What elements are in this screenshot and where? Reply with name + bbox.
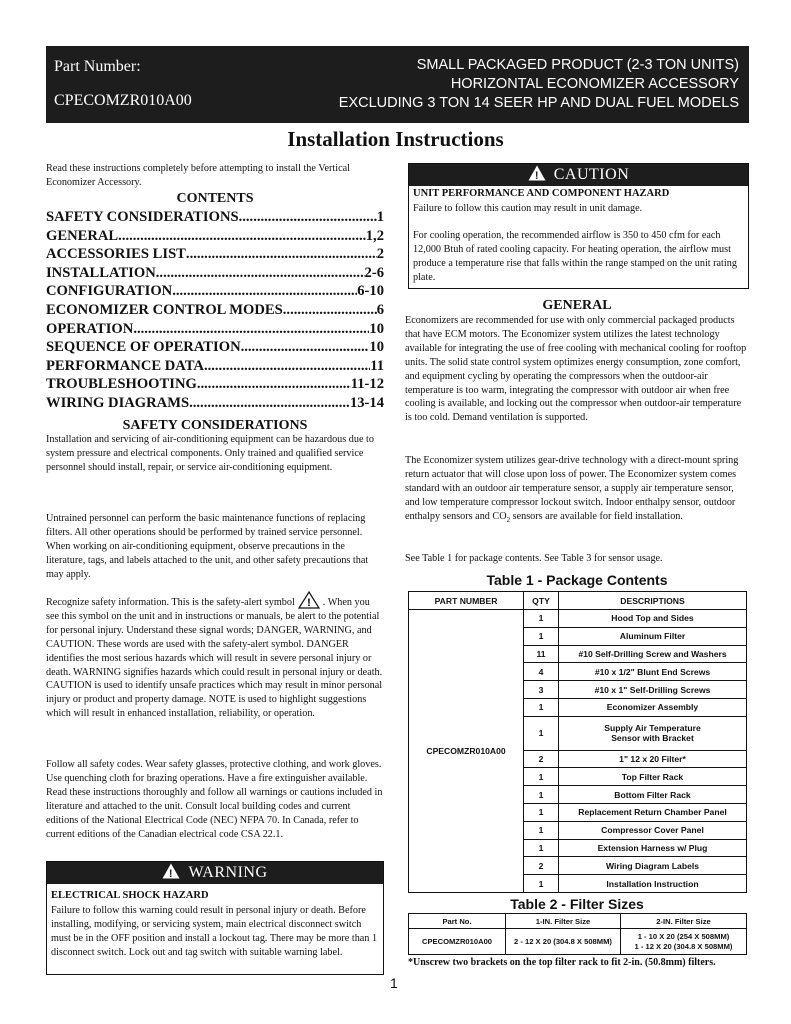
qty-cell: 1	[524, 768, 559, 786]
general-paragraph-2-start: The Economizer system utilizes gear-drive technology with a direct-mount spring return actuator that will close upon loss of power. The Economizer system comes standard with an outdoor air temperature sensor, a supply air temperature sensor, and low temperature compressor lockout switch. Indoor enthalpy sensor, outdoor enthalpy sensors and CO	[405, 455, 739, 522]
toc-leader-dots	[283, 301, 377, 320]
part-number-label: Part Number:	[54, 58, 141, 75]
table-row	[409, 929, 747, 955]
toc-item-page: 10	[369, 339, 384, 356]
safety-paragraph-4: Follow all safety codes. Wear safety glasses, protective clothing, and work gloves. Use quenching cloth for brazing operations. Have a fire extinguisher available. Read these instructions thoroughly and follow all warnings or cautions included in literature and attached to the unit. Consult local building codes and current editions of the National Electrical Code (NEC) NFPA 70. In Canada, refer to current editions of the Canadian electrical code CSA 22.1.	[46, 759, 383, 840]
toc-item-page: 1	[376, 209, 384, 225]
toc-item-page: 2	[376, 246, 384, 263]
toc-item-page: 11-12	[350, 376, 384, 393]
table-header-row	[409, 592, 747, 610]
qty-cell: 1	[524, 875, 559, 893]
product-line-2: HORIZONTAL ECONOMIZER ACCESSORY	[450, 76, 739, 92]
caution-paragraph-1: Failure to follow this caution may result in unit damage.	[413, 203, 643, 214]
table-of-contents	[46, 208, 384, 413]
description-cell: Top Filter Rack	[559, 768, 747, 786]
description-cell: #10 x 1" Self-Drilling Screws	[559, 681, 747, 699]
contents-heading: CONTENTS	[176, 191, 254, 206]
toc-item	[46, 375, 384, 394]
qty-cell: 4	[524, 663, 559, 681]
toc-item	[46, 338, 384, 357]
qty-cell: 1	[524, 610, 559, 628]
qty-cell: 1	[524, 803, 559, 821]
toc-item-title: GENERAL	[46, 227, 119, 244]
caution-paragraph-2: For cooling operation, the recommended airflow is 350 to 450 cfm for each 12,000 Btuh of rated cooling capacity. For heating operation, the airflow must produce a temperature rise that falls within the range stamped on the unit rating plate.	[413, 230, 737, 283]
qty-cell: 1	[524, 716, 559, 750]
general-paragraph-2-end: sensors are available for field installation.	[510, 510, 683, 522]
part-number-value: CPECOMZR010A00	[54, 92, 192, 109]
safety-alert-icon	[298, 591, 320, 609]
toc-item-title: WIRING DIAGRAMS	[46, 394, 190, 411]
toc-leader-dots	[186, 245, 377, 264]
filter-sizes-table	[408, 913, 747, 955]
filter-1in-cell: 2 - 12 X 20 (304.8 X 508MM)	[506, 929, 621, 955]
toc-item-page: 10	[369, 320, 384, 337]
package-contents-table	[408, 591, 747, 893]
toc-item-page: 13-14	[349, 394, 384, 411]
toc-leader-dots	[133, 320, 369, 339]
safety-paragraph-3-start: Recognize safety information. This is the safety-alert symbol	[46, 597, 295, 608]
description-cell: Wiring Diagram Labels	[559, 857, 747, 875]
toc-item-title: TROUBLESHOOTING	[46, 376, 197, 393]
description-cell: Replacement Return Chamber Panel	[559, 803, 747, 821]
description-cell: Bottom Filter Rack	[559, 786, 747, 804]
header-1in-filter: 1-IN. Filter Size	[506, 914, 621, 929]
table-1-title: Table 1 - Package Contents	[486, 572, 668, 588]
header-descriptions: DESCRIPTIONS	[559, 592, 747, 610]
description-cell: #10 Self-Drilling Screw and Washers	[559, 645, 747, 663]
filter-2in-line-2: 1 - 12 X 20 (304.8 X 508MM)	[634, 941, 733, 951]
safety-paragraph-1: Installation and servicing of air-conditioning equipment can be hazardous due to system pressure and electrical components. Only trained and qualified service personnel should install, repair, or service air-conditioning equipment.	[46, 434, 374, 473]
header-qty: QTY	[524, 592, 559, 610]
general-paragraph-2	[405, 454, 749, 528]
filter-2in-line-1: 1 - 10 X 20 (254 X 508MM)	[637, 932, 730, 941]
table-row	[409, 610, 747, 628]
toc-item-title: SAFETY CONSIDERATIONS	[46, 209, 239, 225]
caution-label: CAUTION	[553, 166, 630, 183]
toc-item	[46, 301, 384, 320]
toc-item-page: 2-6	[364, 264, 384, 281]
table-header-row	[409, 914, 747, 929]
toc-leader-dots	[241, 338, 370, 357]
toc-item-title: PERFORMANCE DATA	[46, 357, 204, 374]
toc-item	[46, 245, 384, 264]
warning-box	[46, 861, 384, 975]
toc-item	[46, 227, 384, 246]
toc-item-page: 11	[370, 357, 384, 374]
safety-heading: SAFETY CONSIDERATIONS	[122, 418, 308, 433]
qty-cell: 11	[524, 645, 559, 663]
qty-cell: 1	[524, 698, 559, 716]
toc-item-title: SEQUENCE OF OPERATION	[46, 339, 241, 356]
toc-leader-dots	[204, 357, 370, 376]
toc-leader-dots	[156, 264, 365, 283]
qty-cell: 1	[524, 821, 559, 839]
qty-cell: 3	[524, 681, 559, 699]
part-number-cell: CPECOMZR010A00	[409, 610, 524, 893]
header-part-no: Part No.	[409, 914, 506, 929]
general-paragraph-1: Economizers are recommended for use with only commercial packaged products that have ECM motors. The Economizer system utilizes the latest technology available for integrating the use of free cooling with mechanical cooling for rooftop units. The solid state control system optimizes energy consumption, zone comfort, and equipment cycling by operating the compressors when the outdoor-air temperature is too warm, integrating the compressor with outdoor air when free cooling is available, and locking out the compressor when outdoor-air temperature is too cold. Demand ventilation is supported.	[405, 315, 747, 424]
warning-triangle-icon	[162, 863, 180, 879]
toc-item	[46, 394, 384, 413]
toc-item	[46, 208, 384, 227]
warning-label: WARNING	[188, 864, 268, 881]
filter-2in-cell	[621, 929, 747, 955]
toc-item	[46, 357, 384, 376]
product-line-3: EXCLUDING 3 TON 14 SEER HP AND DUAL FUEL MODELS	[338, 95, 739, 111]
description-cell: 1" 12 x 20 Filter*	[559, 750, 747, 768]
qty-cell: 1	[524, 786, 559, 804]
description-cell: Economizer Assembly	[559, 698, 747, 716]
safety-paragraph-3	[46, 591, 384, 721]
toc-leader-dots	[189, 394, 350, 413]
qty-cell: 2	[524, 750, 559, 768]
filter-part-cell: CPECOMZR010A00	[409, 929, 506, 955]
toc-item-title: INSTALLATION	[46, 264, 156, 281]
safety-paragraph-2: Untrained personnel can perform the basic maintenance functions of replacing filters. All other operations should be performed by trained service personnel. When working on air-conditioning equipment, observe precautions in the literature, tags, and labels attached to the unit, and other safety precautions that may apply.	[46, 513, 369, 580]
page-number: 1	[390, 975, 398, 991]
filter-note: *Unscrew two brackets on the top filter rack to fit 2-in. (50.8mm) filters.	[408, 957, 716, 968]
header-part-number: PART NUMBER	[409, 592, 524, 610]
caution-title: UNIT PERFORMANCE AND COMPONENT HAZARD	[413, 188, 670, 199]
toc-leader-dots	[172, 282, 357, 301]
svg-text:!: !	[534, 170, 539, 181]
svg-text:!: !	[306, 597, 311, 609]
toc-item-title: OPERATION	[46, 320, 134, 337]
caution-bar	[409, 164, 748, 186]
warning-title: ELECTRICAL SHOCK HAZARD	[51, 890, 209, 901]
warning-text: Failure to follow this warning could result in personal injury or death. Before installing, modifying, or servicing system, main electrical disconnect switch must be in the OFF position and install a lockout tag. There may be more than 1 disconnect switch. Lock out and tag switch with suitable warning label.	[51, 905, 378, 958]
caution-triangle-icon	[528, 165, 546, 181]
co2-subscript: 2	[506, 515, 511, 524]
qty-cell: 2	[524, 857, 559, 875]
description-cell: Hood Top and Sides	[559, 610, 747, 628]
description-cell: Aluminum Filter	[559, 627, 747, 645]
toc-leader-dots	[239, 208, 377, 227]
toc-item	[46, 264, 384, 283]
toc-item-page: 6	[376, 301, 384, 318]
toc-item	[46, 282, 384, 301]
description-cell: Extension Harness w/ Plug	[559, 839, 747, 857]
toc-leader-dots	[118, 227, 366, 246]
general-heading: GENERAL	[542, 298, 612, 313]
toc-item-page: 1,2	[365, 227, 384, 244]
description-cell: Supply Air Temperature Sensor with Bracket	[559, 716, 747, 750]
warning-bar	[47, 862, 383, 884]
toc-item-page: 6-10	[357, 283, 384, 300]
toc-item-title: ACCESSORIES LIST	[46, 246, 186, 263]
toc-leader-dots	[197, 375, 351, 394]
caution-box	[408, 163, 749, 289]
table-2-title: Table 2 - Filter Sizes	[510, 896, 644, 912]
qty-cell: 1	[524, 839, 559, 857]
toc-item-title: CONFIGURATION	[46, 283, 173, 300]
document-header	[46, 46, 749, 123]
product-description	[339, 56, 739, 113]
header-2in-filter: 2-IN. Filter Size	[621, 914, 747, 929]
description-cell: #10 x 1/2" Blunt End Screws	[559, 663, 747, 681]
qty-cell: 1	[524, 627, 559, 645]
toc-item-title: ECONOMIZER CONTROL MODES	[46, 301, 283, 318]
product-line-1: SMALL PACKAGED PRODUCT (2-3 TON UNITS)	[416, 57, 739, 73]
general-paragraph-3: See Table 1 for package contents. See Table 3 for sensor usage.	[405, 553, 663, 564]
toc-item	[46, 320, 384, 339]
description-cell: Installation Instruction	[559, 875, 747, 893]
svg-text:!: !	[169, 868, 174, 879]
document-title: Installation Instructions	[287, 127, 504, 151]
description-cell: Compressor Cover Panel	[559, 821, 747, 839]
safety-paragraph-3-rest: . When you see this symbol on the unit and in instructions or manuals, be alert to the potential for personal injury. Understand these signal words; DANGER, WARNING, and CAUTION. These words are used with the safety-alert symbol. DANGER identifies the most serious hazards which will result in severe personal injury or death. WARNING signifies hazards which could result in personal injury or death. CAUTION is used to identify unsafe practices which may result in minor personal injury or product and property damage. NOTE is used to highlight suggestions which will result in enhanced installation, reliability, or operation.	[46, 597, 383, 720]
intro-paragraph: Read these instructions completely before attempting to install the Vertical Economizer Accessory.	[46, 163, 350, 188]
